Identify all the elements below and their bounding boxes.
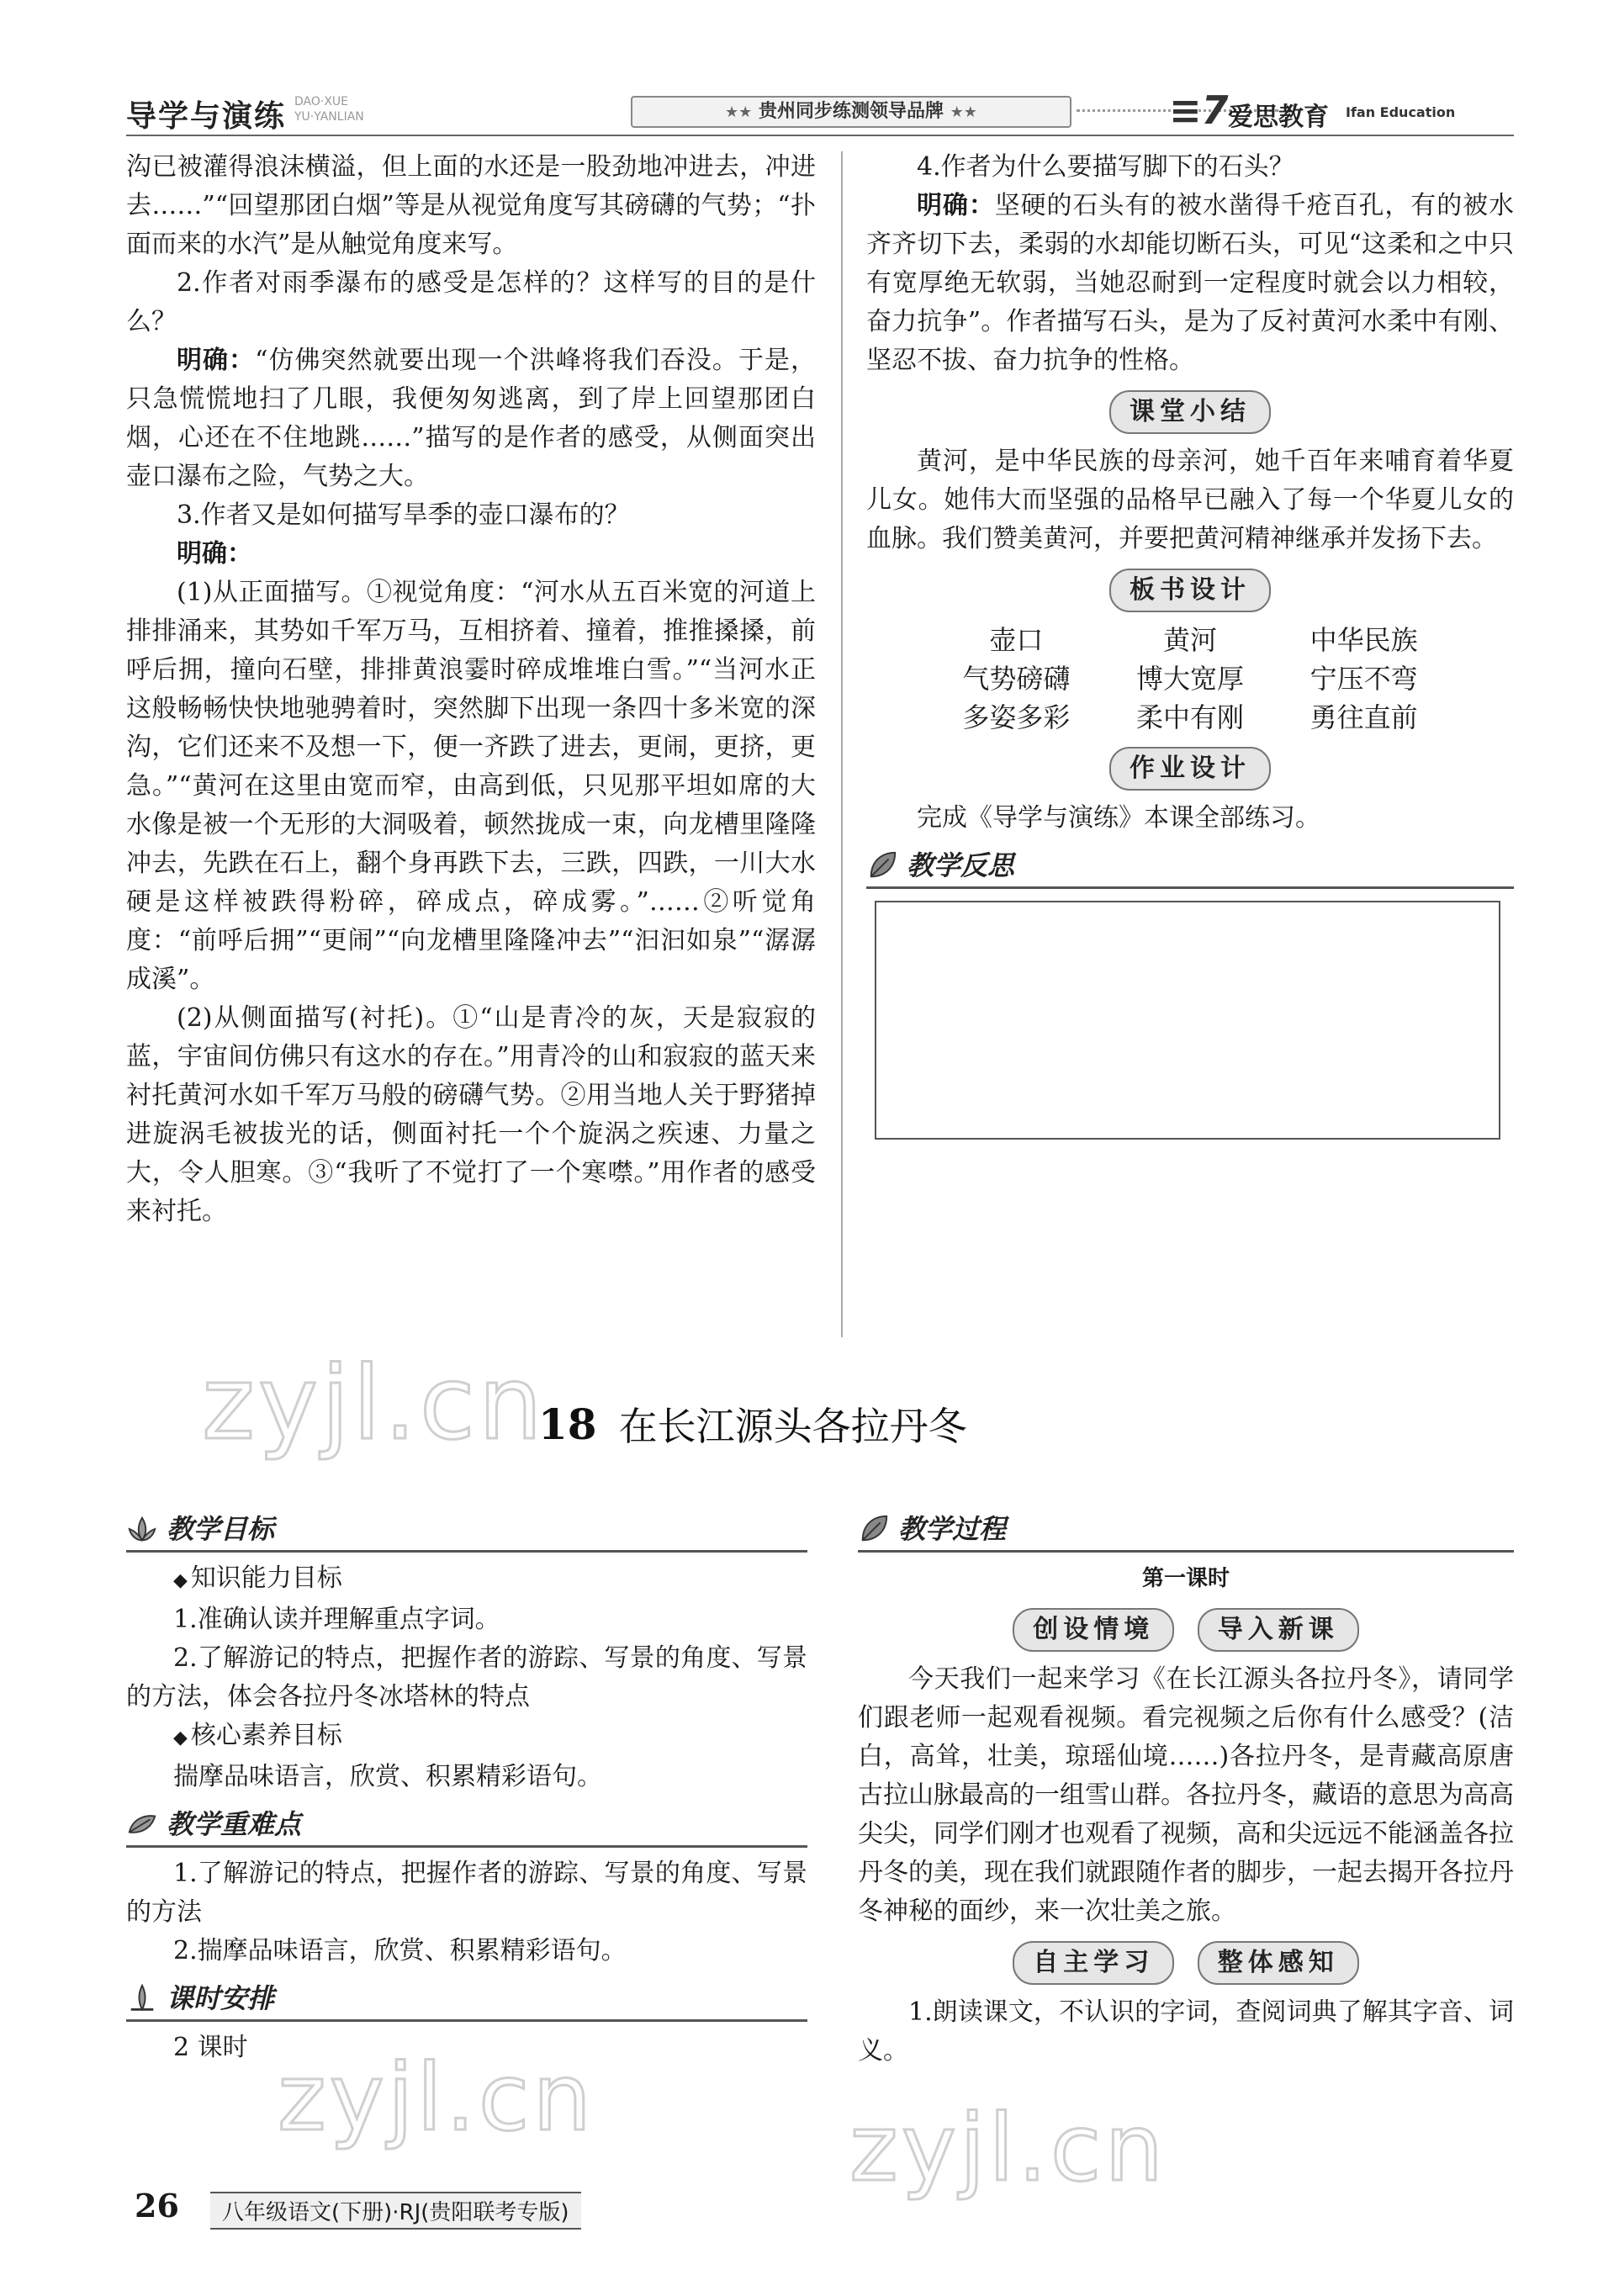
brand-name-en: Ifan Education [1346, 104, 1456, 120]
board-cell: 中华民族 [1309, 624, 1418, 656]
goal-subheading: ◆ 知识能力目标 [173, 1563, 342, 1593]
question-2: 2.作者对雨季瀑布的感受是怎样的？这样写的目的是什么？ [126, 268, 816, 336]
goal-subheading: ◆ 核心素养目标 [173, 1721, 342, 1750]
paragraph: 沟已被灌得浪沫横溢，但上面的水还是一股劲地冲进去，冲进去……”“回望那团白烟”等是从视觉角度写其磅礴的气势；“扑面而来的水汽”是从触觉角度来写。 [126, 152, 816, 259]
answer-4: 明确：坚硬的石头有的被水凿得千疮百孔，有的被水齐齐切下去，柔弱的水却能切断石头，可见“这柔和之中只有宽厚绝无软弱，当她忍耐到一定程度时就会以力相较，奋力抗争”。作者描写石头，是为了反衬黄河水柔中有刚、坚忍不拔、奋力抗争的性格。 [866, 191, 1515, 375]
reflection-box [875, 901, 1500, 1140]
page-number: 26 [135, 2187, 179, 2225]
watermark-text: zyjl.cn [202, 1346, 546, 1463]
left-column-top [126, 148, 816, 1231]
key-points-heading: 教学重难点 [126, 1805, 807, 1848]
lesson-number: 18 [538, 1399, 597, 1449]
book-info: 八年级语文(下册)·RJ(贵阳联考专版) [210, 2192, 581, 2230]
answer-2: 明确：“仿佛突然就要出现一个洪峰将我们吞没。于是，只急慌慌地扫了几眼，我便匆匆逃离，到了岸上回望那团白烟，心还在不住地跳……”描写的是作者的感受，从侧面突出壶口瀑布之险，气势之大。 [126, 346, 817, 491]
answer-3-part-1: (1)从正面描写。①视觉角度：“河水从五百米宽的河道上排排涌来，其势如千军万马，互相挤着、撞着，推推搡搡，前呼后拥，撞向石壁，排排黄浪霎时碎成堆堆白雪。”“当河水正这般畅畅快快地驰骋着时，突然脚下出现一条四十多米宽的深沟，它们还来不及想一下，便一齐跌了进去，更闹，更挤，更急。”“黄河在这里由宽而窄，由高到低，只见那平坦如席的大水像是被一个无形的大洞吸着，顿然拢成一束，向龙槽里隆隆冲去，先跌在石上，翻个身再跌下去，三跌，四跌，一川大水硬是这样被跌得粉碎，碎成点，碎成雾。”……②听觉角度：“前呼后拥”“更闹”“向龙槽里隆隆冲去”“汩汩如泉”“潺潺成溪”。 [126, 578, 816, 994]
lesson-title [538, 1396, 967, 1452]
diamond-icon: ◆ [173, 1727, 188, 1748]
board-cell: 黄河 [1162, 624, 1217, 656]
board-design-grid [929, 621, 1451, 737]
section-pill: 整体感知 [1198, 1941, 1359, 1985]
leaf-icon [866, 849, 898, 881]
list-item: 1.准确认读并理解重点字词。 [173, 1605, 500, 1634]
header-slogan: ★★ 贵州同步练测领导品牌 ★★ [631, 96, 1071, 128]
lotus-icon [126, 1513, 158, 1545]
schedule-text: 2 课时 [173, 2033, 248, 2062]
section-pill: 创设情境 [1013, 1608, 1174, 1652]
watermark-text: zyjl.cn [849, 2094, 1167, 2202]
list-item: 2.揣摩品味语言，欣赏、积累精彩语句。 [173, 1936, 627, 1965]
reflection-heading: 教学反思 [866, 846, 1514, 889]
intro-text: 今天我们一起来学习《在长江源头各拉丹冬》，请同学们跟老师一起观看视频。看完视频之后你有什么感受？(洁白，高耸，壮美，琼瑶仙境……)各拉丹冬，是青藏高原唐古拉山脉最高的一组雪山群。各拉丹冬，藏语的意思为高高尖尖，同学们刚才也观看了视频，高和尖远远不能涵盖各拉丹冬的美，现在我们就跟随作者的脚步，一起去揭开各拉丹冬神秘的面纱，来一次壮美之旅。 [858, 1664, 1514, 1926]
answer-3-label: 明确： [177, 539, 252, 569]
answer-3-part-2: (2)从侧面描写(衬托)。①“山是青冷的灰，天是寂寂的蓝，宇宙间仿佛只有这水的存在。”用青冷的山和寂寂的蓝天来衬托黄河水如千军万马般的磅礴气势。②用当地人关于野猪掉进旋涡毛被拔光的话，侧面衬托一个个旋涡之疾速、力量之大，令人胆寒。③“我听了不觉打了一个寒噤。”用作者的感受来衬托。 [126, 1003, 816, 1226]
step-1-text: 1.朗读课文，不认识的字词，查阅词典了解其字音、词义。 [858, 1997, 1514, 2066]
watermark-text: zyjl.cn [278, 2044, 595, 2151]
brand-logo-icon: ≡7 [1169, 87, 1229, 133]
homework-heading: 作业设计 [1109, 747, 1271, 791]
schedule-heading: 课时安排 [126, 1979, 807, 2022]
board-cell: 气势磅礴 [962, 663, 1071, 695]
right-column-top [866, 148, 1514, 1140]
summary-text: 黄河，是中华民族的母亲河，她千百年来哺育着华夏儿女。她伟大而坚强的品格早已融入了每一个华夏儿女的血脉。我们赞美黄河，并要把黄河精神继承并发扬下去。 [866, 447, 1514, 553]
list-item: 揣摩品味语言，欣赏、积累精彩语句。 [173, 1762, 602, 1791]
board-cell: 多姿多彩 [962, 701, 1071, 733]
board-design-heading: 板书设计 [1109, 569, 1271, 612]
list-item: 1.了解游记的特点，把握作者的游踪、写景的角度、写景的方法 [126, 1859, 807, 1927]
section-pill: 导入新课 [1198, 1608, 1359, 1652]
lesson-period: 第一课时 [1141, 1566, 1230, 1591]
homework-text: 完成《导学与演练》本课全部练习。 [917, 803, 1320, 833]
brand-name: 爱思教育 [1228, 103, 1329, 132]
board-cell: 勇往直前 [1309, 701, 1418, 733]
star-icon: ★★ [725, 103, 753, 121]
lesson-name: 在长江源头各拉丹冬 [618, 1404, 967, 1449]
book-title-pinyin: DAO·XUE YU·YANLIAN [294, 95, 364, 124]
lotus-icon [126, 1982, 158, 2014]
board-cell: 博大宽厚 [1135, 663, 1244, 695]
leaf-icon [126, 1808, 158, 1840]
star-icon: ★★ [950, 103, 977, 121]
process-heading: 教学过程 [858, 1510, 1514, 1553]
summary-heading: 课堂小结 [1109, 390, 1271, 434]
right-column-bottom [858, 1501, 1514, 2071]
leaf-icon [858, 1513, 890, 1545]
board-cell: 宁压不弯 [1309, 663, 1418, 695]
diamond-icon: ◆ [173, 1570, 188, 1591]
header-rule [126, 135, 1514, 136]
page-footer [126, 2187, 967, 2237]
goals-heading: 教学目标 [126, 1510, 807, 1553]
board-cell: 壶口 [989, 624, 1044, 656]
left-column-bottom [126, 1501, 807, 2067]
page-header [126, 87, 1510, 143]
board-cell: 柔中有刚 [1135, 701, 1244, 733]
list-item: 2.了解游记的特点，把握作者的游踪、写景的角度、写景的方法，体会各拉丹冬冰塔林的特点 [126, 1643, 807, 1711]
section-pill: 自主学习 [1013, 1941, 1174, 1985]
book-title: 导学与演练 [126, 99, 287, 134]
question-3: 3.作者又是如何描写旱季的壶口瀑布的？ [177, 500, 630, 530]
column-divider [841, 151, 843, 1337]
question-4: 4.作者为什么要描写脚下的石头？ [917, 152, 1294, 182]
